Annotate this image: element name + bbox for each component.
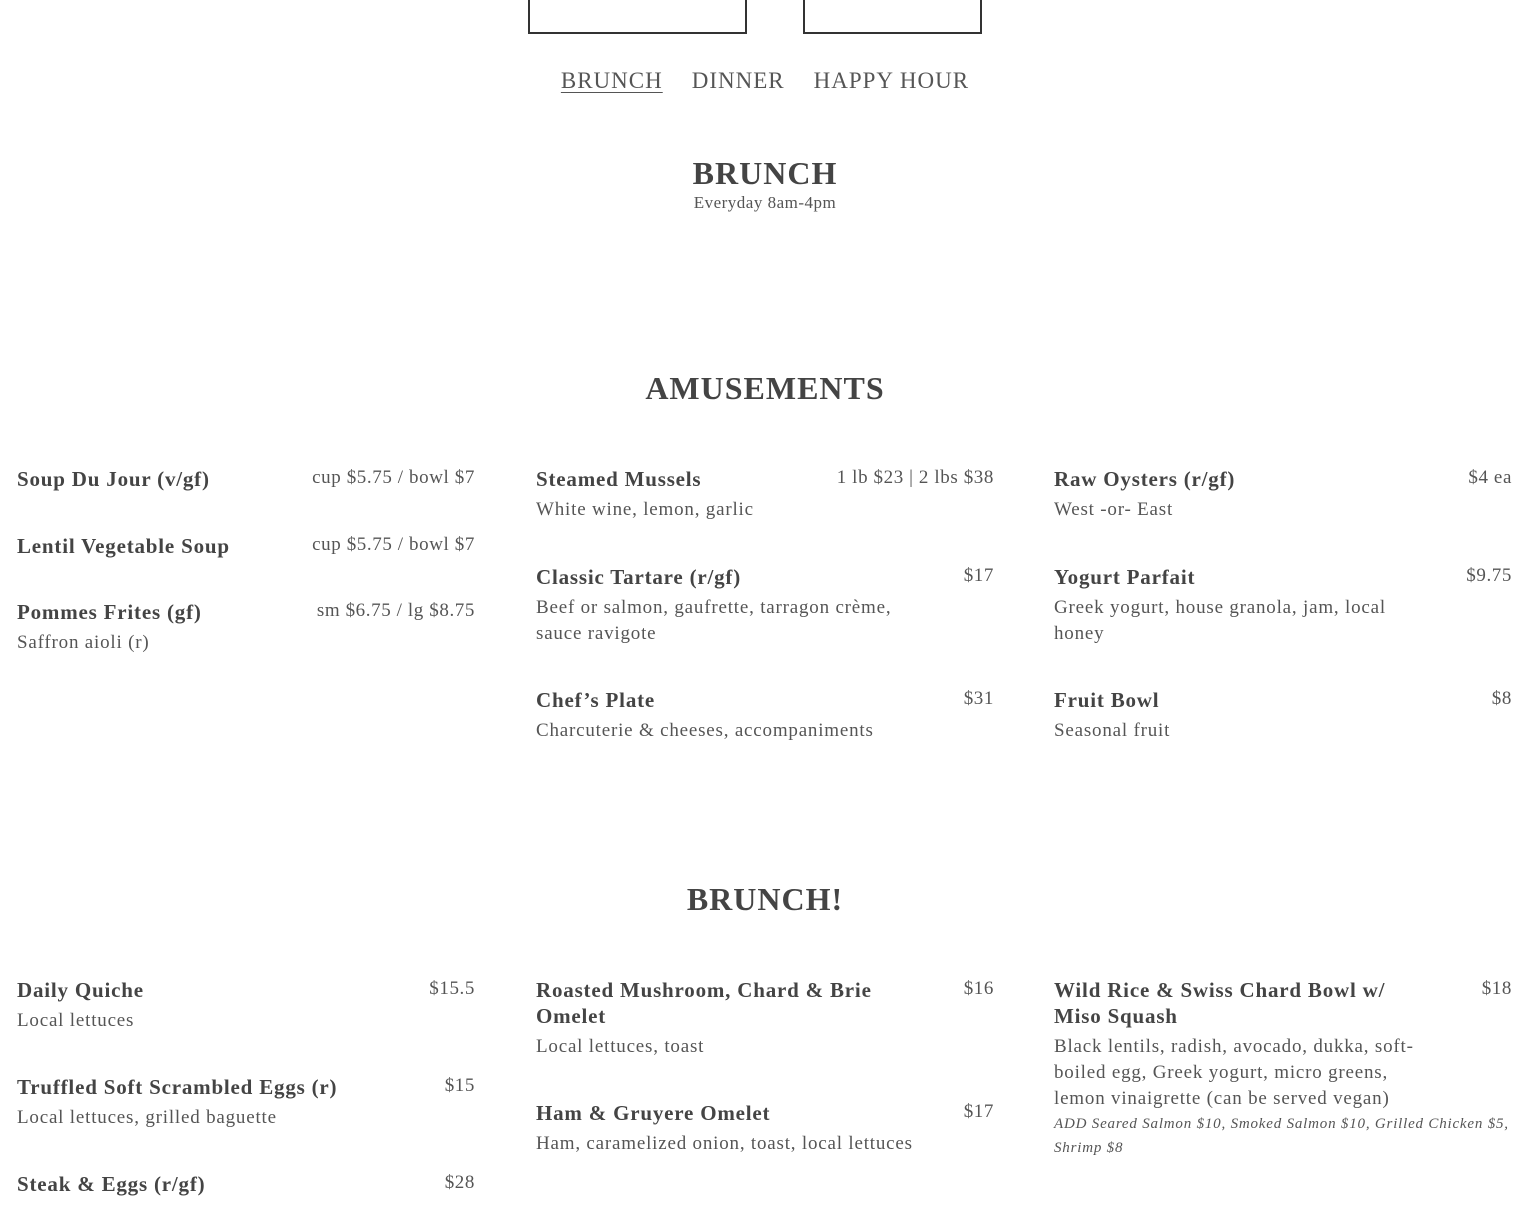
item-description: Ham, caramelized onion, toast, local lettuces	[536, 1133, 913, 1154]
item-name: Yogurt Parfait	[1054, 565, 1196, 589]
tab-brunch[interactable]: BRUNCH	[560, 68, 663, 93]
item-name: Pommes Frites (gf)	[17, 600, 202, 624]
section-heading-amusements: AMUSEMENTS	[645, 370, 885, 406]
item-description: Seasonal fruit	[1054, 720, 1171, 741]
item-description: West -or- East	[1054, 499, 1174, 520]
item-name: Steak & Eggs (r/gf)	[17, 1172, 206, 1196]
item-price: $16	[963, 978, 994, 999]
item-description: Local lettuces	[17, 1010, 135, 1031]
item-description: Local lettuces, grilled baguette	[17, 1107, 277, 1128]
item-price: cup $5.75 / bowl $7	[312, 467, 475, 488]
menu-item	[1054, 564, 1512, 647]
item-name: Daily Quiche	[17, 978, 144, 1002]
tab-dinner[interactable]: DINNER	[691, 68, 785, 93]
menu-item	[1054, 977, 1512, 1160]
item-name: Classic Tartare (r/gf)	[536, 565, 742, 589]
menu-title: BRUNCH	[692, 155, 838, 191]
reservations-button[interactable]	[528, 0, 747, 34]
menu-item	[17, 1171, 475, 1197]
curbside-button[interactable]	[803, 0, 982, 34]
item-price: cup $5.75 / bowl $7	[312, 534, 475, 555]
menu-item	[17, 1074, 475, 1131]
item-description: Charcuterie & cheeses, accompaniments	[536, 720, 874, 741]
menu-item	[17, 599, 475, 656]
item-price: $17	[963, 1101, 994, 1122]
menu-item	[17, 533, 475, 559]
menu-item	[17, 977, 475, 1034]
menu-tabs	[0, 66, 1530, 96]
item-price: $31	[963, 688, 994, 709]
item-price: sm $6.75 / lg $8.75	[316, 600, 475, 621]
menu-hours: Everyday 8am-4pm	[693, 193, 837, 212]
item-price: $4 ea	[1468, 467, 1512, 488]
item-price: $28	[444, 1172, 475, 1193]
item-price: $15.5	[429, 978, 475, 999]
tab-happy-hour[interactable]: HAPPY HOUR	[813, 68, 970, 93]
item-name: Fruit Bowl	[1054, 688, 1160, 712]
item-name: Lentil Vegetable Soup	[17, 534, 230, 558]
item-name: Chef’s Plate	[536, 688, 656, 712]
menu-item	[536, 687, 994, 744]
menu-item	[536, 977, 994, 1060]
item-add-ons: ADD Seared Salmon $10, Smoked Salmon $10, Grilled Chicken $5, Shrimp $8	[1054, 1116, 1509, 1156]
menu-item	[1054, 687, 1512, 744]
item-description: Greek yogurt, house granola, jam, local honey	[1054, 597, 1386, 644]
menu-item	[17, 466, 475, 492]
item-price: $8	[1491, 688, 1512, 709]
menu-item	[1054, 466, 1512, 523]
item-name: Soup Du Jour (v/gf)	[17, 467, 210, 491]
menu-item	[536, 564, 994, 647]
item-description: Local lettuces, toast	[536, 1036, 705, 1057]
section-heading-brunch: BRUNCH!	[686, 881, 844, 917]
item-name: Wild Rice & Swiss Chard Bowl w/ Miso Squash	[1054, 978, 1386, 1028]
item-price: $15	[444, 1075, 475, 1096]
item-price: $18	[1481, 978, 1512, 999]
item-price: $17	[963, 565, 994, 586]
item-name: Raw Oysters (r/gf)	[1054, 467, 1236, 491]
item-name: Roasted Mushroom, Chard & Brie Omelet	[536, 978, 872, 1028]
menu-item	[536, 466, 994, 523]
item-name: Ham & Gruyere Omelet	[536, 1101, 771, 1125]
item-description: Black lentils, radish, avocado, dukka, soft-boiled egg, Greek yogurt, micro greens, lemon vinaigrette (can be served vegan)	[1054, 1036, 1414, 1109]
item-price: 1 lb $23 | 2 lbs $38	[836, 467, 994, 488]
item-name: Steamed Mussels	[536, 467, 702, 491]
item-name: Truffled Soft Scrambled Eggs (r)	[17, 1075, 338, 1099]
item-description: Saffron aioli (r)	[17, 632, 150, 653]
item-price: $9.75	[1466, 565, 1512, 586]
item-description: White wine, lemon, garlic	[536, 499, 754, 520]
item-description: Beef or salmon, gaufrette, tarragon crème, sauce ravigote	[536, 597, 892, 644]
menu-item	[536, 1100, 994, 1157]
